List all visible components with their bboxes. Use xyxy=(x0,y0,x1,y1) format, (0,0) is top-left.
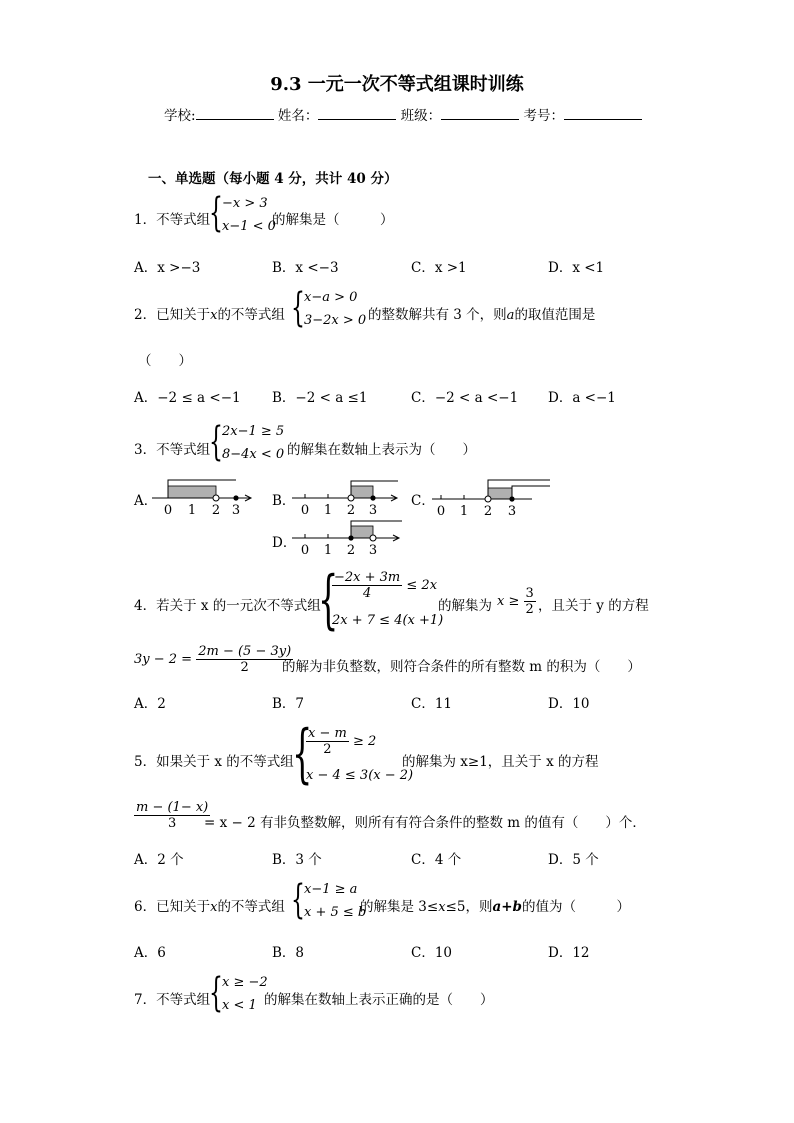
number-label: 考号： xyxy=(523,108,564,124)
q5-row2: x − 4 ≤ 3(x − 2) xyxy=(306,768,414,783)
numerator: −2x + 3m xyxy=(334,570,401,585)
closed-point xyxy=(509,496,514,501)
student-info-line xyxy=(164,104,642,124)
q5-tail: 的解集为 x≥1，且关于 x 的方程 xyxy=(402,754,599,770)
tick-0: 0 xyxy=(163,503,173,518)
q4-option-a[interactable]: A．2 xyxy=(134,696,166,712)
q4-equation xyxy=(134,644,293,675)
q5-brace: { xyxy=(292,717,313,791)
q4-option-d[interactable]: D．10 xyxy=(548,696,590,712)
q3-tail: 的解集在数轴上表示为（ ） xyxy=(287,442,476,458)
q2-row2: 3−2x > 0 xyxy=(304,313,367,328)
q6-option-c[interactable]: C．10 xyxy=(411,945,453,961)
tick-3: 3 xyxy=(231,503,241,518)
q5-option-b[interactable]: B．3 个 xyxy=(272,852,322,868)
q5-row1-fraction xyxy=(306,726,349,757)
q3-row1: 2x−1 ≥ 5 xyxy=(222,424,285,439)
tick-1: 1 xyxy=(323,503,333,518)
q6-mid: 的不等式组 xyxy=(217,899,285,915)
q2-paren: （ ） xyxy=(138,353,192,369)
q6-tail3: 的值为（ ） xyxy=(521,899,630,915)
closed-point xyxy=(370,495,375,500)
q2-stem-end xyxy=(368,303,595,323)
q4-eq-lhs: 3y − 2 = xyxy=(134,652,193,667)
bracket-inner xyxy=(512,486,550,499)
shade xyxy=(351,486,373,498)
q1-row2: x−1 < 0 xyxy=(222,219,276,234)
tick-0: 0 xyxy=(436,504,446,518)
tick-1: 1 xyxy=(459,504,469,518)
q2-mid: 的不等式组 xyxy=(217,307,285,323)
q3-option-b-label[interactable]: B． xyxy=(272,493,296,509)
open-point xyxy=(348,495,354,501)
q4-option-b[interactable]: B．7 xyxy=(272,696,305,712)
number-blank[interactable] xyxy=(564,105,642,120)
q1-option-b[interactable]: B．x <−3 xyxy=(272,260,339,276)
q7-tail: 的解集在数轴上表示正确的是（ ） xyxy=(264,992,494,1008)
open-point xyxy=(370,535,376,541)
q6-tail2: ≤5，则 xyxy=(445,899,493,915)
q2-brace: { xyxy=(291,285,305,331)
q3-option-b-numberline[interactable] xyxy=(288,478,404,518)
q6-var-x2: x xyxy=(438,900,446,915)
q1-row1: −x > 3 xyxy=(222,196,268,211)
open-point xyxy=(485,496,491,502)
q2-option-d[interactable]: D．a <−1 xyxy=(548,390,616,406)
q6-num: 6．已知关于 xyxy=(134,899,211,915)
q3-brace: { xyxy=(209,419,223,465)
class-blank[interactable] xyxy=(441,105,519,120)
shade xyxy=(351,526,373,538)
q4-sol-fraction xyxy=(524,586,536,617)
q2-var-x: x xyxy=(210,308,218,323)
q3-stem: 3．不等式组 xyxy=(134,442,211,458)
q6-brace: { xyxy=(291,877,305,923)
q2-option-b[interactable]: B．−2 < a ≤1 xyxy=(272,390,368,406)
q1-stem: 1．不等式组 xyxy=(134,212,211,228)
q2-num: 2．已知关于 xyxy=(134,307,211,323)
q4-tail: ，且关于 y 的方程 xyxy=(538,598,649,614)
q3-option-a-numberline[interactable] xyxy=(150,476,260,518)
q5-option-a[interactable]: A．2 个 xyxy=(134,852,184,868)
q4-stem: 4．若关于 x 的一元次不等式组 xyxy=(134,598,321,614)
numerator: x − m xyxy=(308,726,347,741)
tick-2: 2 xyxy=(346,503,356,518)
q7-brace: { xyxy=(209,970,223,1016)
closed-point xyxy=(233,495,238,500)
q3-option-d-label[interactable]: D． xyxy=(272,535,297,551)
q5-option-c[interactable]: C．4 个 xyxy=(411,852,462,868)
tick-3: 3 xyxy=(368,503,378,518)
q4-brace: { xyxy=(318,563,339,637)
tick-1: 1 xyxy=(187,503,197,518)
q6-stem-start xyxy=(134,895,285,915)
q1-option-d[interactable]: D．x <1 xyxy=(548,260,605,276)
q4-eq-tail: 的解为非负整数，则符合条件的所有整数 m 的积为（ ） xyxy=(282,659,641,675)
q2-option-a[interactable]: A．−2 ≤ a <−1 xyxy=(134,390,241,406)
q2-tail2: 的取值范围是 xyxy=(514,307,596,323)
q6-ab: a+b xyxy=(492,899,522,915)
q6-var-x: x xyxy=(210,900,218,915)
name-label: 姓名： xyxy=(277,108,319,124)
q7-stem: 7．不等式组 xyxy=(134,992,211,1008)
q6-option-a[interactable]: A．6 xyxy=(134,945,166,961)
q1-tail: 的解集是（ ） xyxy=(272,212,394,228)
q5-eq-fraction xyxy=(134,800,210,831)
numerator: m − (1− x) xyxy=(136,800,209,815)
page-title: 9.3 一元一次不等式组课时训练 xyxy=(270,74,524,95)
q2-stem-start xyxy=(134,303,285,323)
tick-0: 0 xyxy=(300,543,310,558)
numerator: 3 xyxy=(525,586,534,601)
q3-option-c-numberline[interactable] xyxy=(428,476,554,518)
q2-option-c[interactable]: C．−2 < a <−1 xyxy=(411,390,519,406)
q4-solution xyxy=(497,586,536,617)
tick-3: 3 xyxy=(507,504,517,518)
q5-eq-tail: = x − 2 有非负整数解，则所有有符合条件的整数 m 的值有（ ）个． xyxy=(204,815,646,831)
q1-brace: { xyxy=(209,190,223,236)
q3-row2: 8−4x < 0 xyxy=(222,447,285,462)
numerator: 2m − (5 − 3y) xyxy=(198,644,292,659)
open-point xyxy=(213,495,219,501)
q4-eq-fraction xyxy=(196,644,293,675)
school-label: 学校: xyxy=(164,108,196,124)
q6-tail: 的解集是 3≤ xyxy=(360,899,439,915)
q7-row1: x ≥ −2 xyxy=(222,975,268,990)
q4-row1 xyxy=(332,570,437,601)
q7-row2: x < 1 xyxy=(222,998,257,1013)
q5-stem: 5．如果关于 x 的不等式组 xyxy=(134,754,294,770)
q3-option-c-label[interactable]: C． xyxy=(411,493,435,509)
q5-row1 xyxy=(306,726,376,757)
tick-1: 1 xyxy=(323,543,333,558)
q6-row1: x−1 ≥ a xyxy=(304,882,358,897)
q4-sol-lhs: x ≥ xyxy=(497,594,520,609)
tick-3: 3 xyxy=(368,543,378,558)
name-blank[interactable] xyxy=(318,105,396,120)
denominator: 2 xyxy=(240,660,249,675)
q4-row1-fraction xyxy=(332,570,402,601)
q6-row2: x + 5 ≤ b xyxy=(304,905,367,920)
tick-2: 2 xyxy=(211,503,221,518)
q2-var-a: a xyxy=(506,308,515,323)
q4-mid: 的解集为 xyxy=(438,598,492,614)
q5-row1-rhs: ≥ 2 xyxy=(352,734,377,749)
q4-option-c[interactable]: C．11 xyxy=(411,696,453,712)
q5-option-d[interactable]: D．5 个 xyxy=(548,852,599,868)
class-label: 班级： xyxy=(400,108,442,124)
denominator: 3 xyxy=(167,816,177,831)
tick-0: 0 xyxy=(300,503,310,518)
q1-option-a[interactable]: A．x >−3 xyxy=(134,260,201,276)
q3-option-a-label[interactable]: A． xyxy=(134,493,158,509)
closed-point xyxy=(348,535,353,540)
denominator: 2 xyxy=(323,742,332,757)
q6-option-b[interactable]: B．8 xyxy=(272,945,305,961)
q2-row1: x−a > 0 xyxy=(304,290,358,305)
denominator: 2 xyxy=(525,602,534,617)
q4-row2: 2x + 7 ≤ 4(x +1) xyxy=(332,613,444,628)
section-heading: 一、单选题（每小题 4 分，共计 40 分） xyxy=(148,171,398,187)
tick-2: 2 xyxy=(346,543,356,558)
q2-tail: 的整数解共有 3 个，则 xyxy=(368,307,507,323)
shade xyxy=(168,486,216,498)
school-blank[interactable] xyxy=(196,105,274,120)
q6-stem-end xyxy=(360,895,630,915)
shade xyxy=(488,488,512,499)
denominator: 4 xyxy=(362,586,372,601)
q3-option-d-numberline[interactable] xyxy=(288,518,408,558)
tick-2: 2 xyxy=(483,504,493,518)
q1-option-c[interactable]: C．x >1 xyxy=(411,260,467,276)
q4-row1-rhs: ≤ 2x xyxy=(406,578,438,593)
q6-option-d[interactable]: D．12 xyxy=(548,945,590,961)
q5-equation xyxy=(134,800,210,831)
